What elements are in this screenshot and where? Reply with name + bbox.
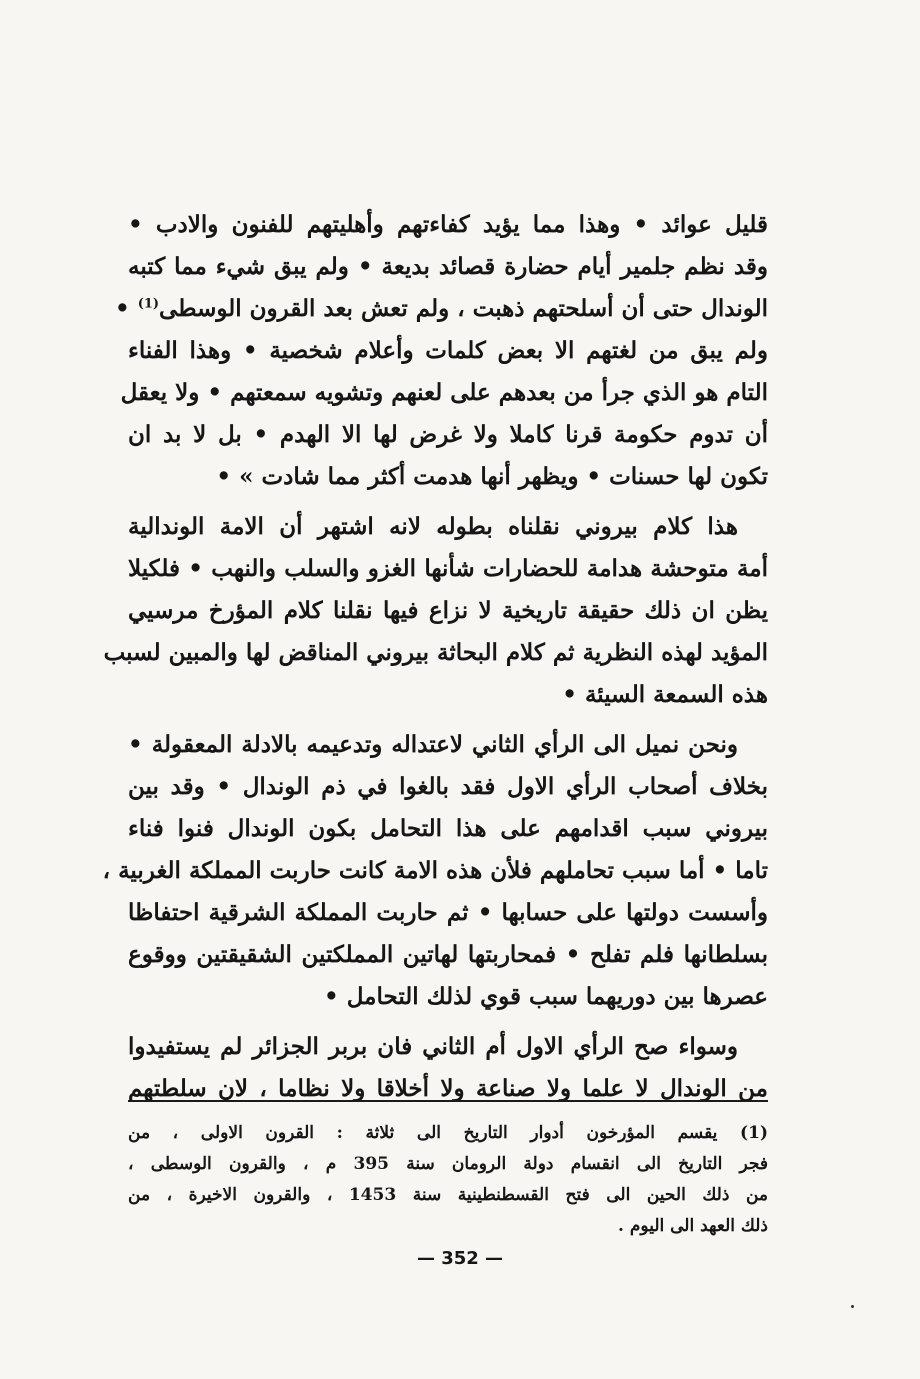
text-line: وسواء صح الرأي الاول أم الثاني فان بربر الجزائر لم يستفيدوا [128,1033,738,1060]
text-line: أن تدوم حكومة قرنا كاملا ولا غرض لها الا الهدم • بل لا بد ان [128,421,768,448]
footnote-line: من ذلك الحين الى فتح القسطنطينية سنة 1453 ، والقرون الاخيرة ، من [128,1185,768,1205]
paragraph-3 [102,724,768,1018]
text-line: من الوندال لا علما ولا صناعة ولا أخلاقا ولا نظاما ، لان سلطتهم [128,1075,768,1102]
line-end-marker: • [114,295,130,322]
text-line-content: الوندال حتى أن أسلحتهم ذهبت ، ولم تعش بعد القرون الوسطى [159,295,768,322]
footnote-line: (1) يقسم المؤرخون أدوار التاريخ الى ثلاثة : القرون الاولى ، من [128,1123,768,1143]
text-line: قليل عوائد • وهذا مما يؤيد كفاءتهم وأهليتهم للفنون والادب • [128,211,768,238]
text-line: بيروني سبب اقدامهم على هذا التحامل بكون الوندال فنوا فناء [128,815,768,842]
text-line: تكون لها حسنات • ويظهر أنها هدمت أكثر مما شادت » • [216,463,768,490]
paragraph-2 [103,506,768,716]
footnote-line: فجر التاريخ الى انقسام دولة الرومان سنة 395 م ، والقرون الوسطى ، [128,1154,769,1174]
text-line: ولم يبق من لغتهم الا بعض كلمات وأعلام شخصية • وهذا الفناء [128,337,768,364]
footnote-line: ذلك العهد الى اليوم . [618,1216,768,1236]
main-text [102,204,768,1110]
text-line: ونحن نميل الى الرأي الثاني لاعتداله وتدعيمه بالادلة المعقولة • [128,731,738,758]
text-line: وأسست دولتها على حسابها • ثم حاربت المملكة الشرقية احتفاظا [128,899,768,926]
text-line: بسلطانها فلم تفلح • فمحاربتها لهاتين المملكتين الشقيقتين ووقوع [128,941,768,968]
footnote-divider [128,1100,768,1102]
text-line: أمة متوحشة هدامة للحضارات شأنها الغزو والسلب والنهب • فلكيلا [128,555,768,582]
text-line: تاما • أما سبب تحاملهم فلأن هذه الامة كانت حاربت المملكة الغربية ، [102,857,768,884]
scan-speck [851,1305,854,1308]
page-number: — 352 — [416,1248,504,1269]
text-line-with-footnote-ref [114,288,768,330]
paragraph-1 [114,204,768,498]
text-line: وقد نظم جلمير أيام حضارة قصائد بديعة • ولم يبق شيء مما كتبه [128,253,768,280]
text-line: المؤيد لهذه النظرية ثم كلام البحاثة بيروني المناقض لها والمبين لسبب [103,639,768,666]
paragraph-4 [128,1026,768,1110]
text-line: هذا كلام بيروني نقلناه بطوله لانه اشتهر أن الامة الوندالية [128,513,738,540]
text-line: يظن ان ذلك حقيقة تاريخية لا نزاع فيها نقلنا كلام المؤرخ مرسيي [128,597,768,624]
text-line: عصرها بين دوريهما سبب قوي لذلك التحامل • [324,983,768,1010]
footnote-reference: (1) [137,296,160,312]
text-line: بخلاف أصحاب الرأي الاول فقد بالغوا في ذم الوندال • وقد بين [128,773,768,800]
text-line: التام هو الذي جرأ من بعدهم على لعنهم وتشويه سمعتهم • ولا يعقل [120,379,768,406]
footnotes [128,1118,768,1242]
text-line: هذه السمعة السيئة • [562,681,768,708]
